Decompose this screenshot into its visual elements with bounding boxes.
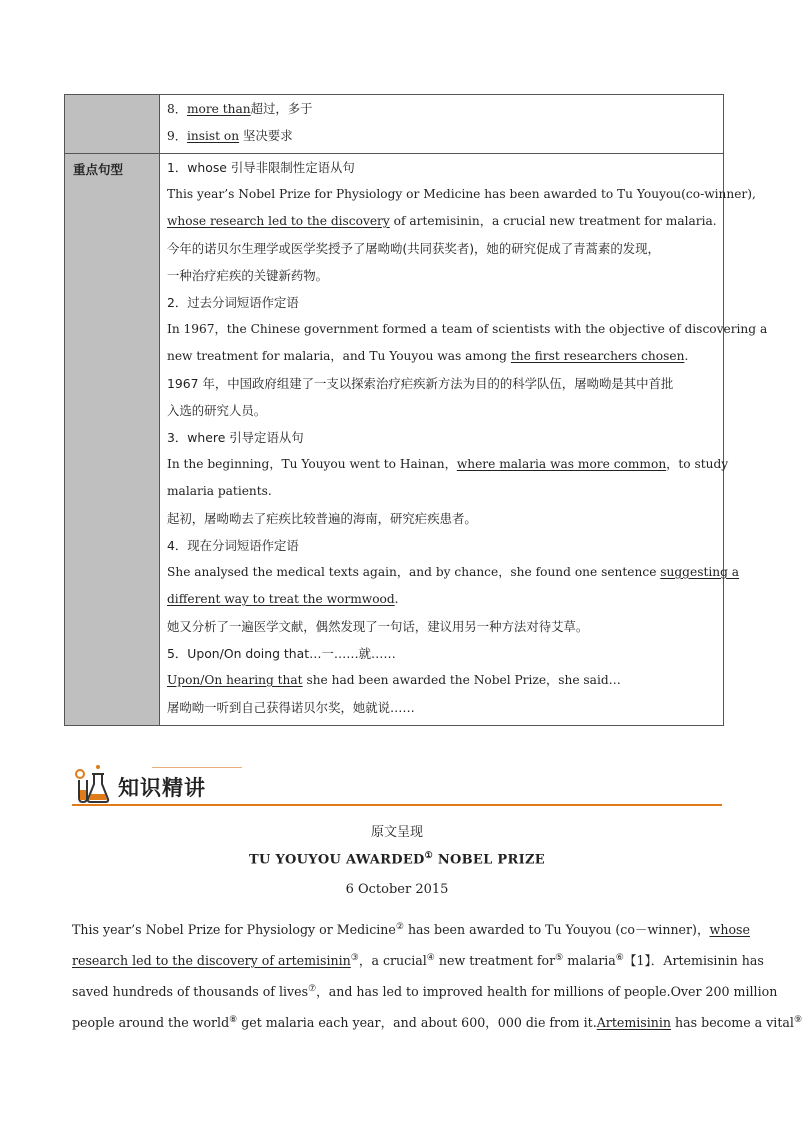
sentences-content-cell [160,154,768,726]
vocab-item-9: 9．insist on 坚决要求 [167,128,293,143]
article-label: 原文呈现 [370,825,423,840]
phrase-insist-on: insist on [186,129,240,143]
article-line-4: people around the world⑧ get malaria each year，and about 600，000 die from it.Artemisinin has become a vital⑨ [72,1015,802,1031]
sentence-2-cn-line-2: 入选的研究人员。 [167,403,267,418]
header-accent-line [152,767,242,768]
science-flask-icon [72,762,112,804]
vocab-item-8: 8．more than超过，多于 [167,101,313,116]
sentence-1-en-line-2: whose research led to the discovery of artemisinin，a crucial new treatment for malaria. [167,214,717,228]
sentence-4-heading: 4．现在分词短语作定语 [167,538,299,553]
article-line-2: research led to the discovery of artemisinin③，a crucial④ new treatment for⑤ malaria⑥【1】．Artemisinin has [72,953,764,969]
phrase-more-than: more than [186,102,251,116]
vocab-label-cell [65,95,160,154]
sentence-3-en-line-1: In the beginning，Tu Youyou went to Hainan，where malaria was more common，to study [167,457,729,471]
sentence-1-cn-line-1: 今年的诺贝尔生理学或医学奖授予了屠呦呦(共同获奖者)，她的研究促成了青蒿素的发现， [167,241,660,256]
vocab-row [65,95,724,154]
sentence-4-en-line-2: different way to treat the wormwood. [167,592,399,606]
article-paragraph [72,912,802,1036]
sentence-4-cn-line-1: 她又分析了一遍医学文献，偶然发现了一句话，建议用另一种方法对待艾草。 [167,619,589,634]
article-line-3: saved hundreds of thousands of lives⑦，and has led to improved health for millions of people.Over 200 million [72,984,778,1000]
sentence-3-heading: 3．where 引导定语从句 [167,430,304,445]
sentence-2-cn-line-1: 1967 年，中国政府组建了一支以探索治疗疟疾新方法为目的的科学队伍，屠呦呦是其中首批 [167,376,674,391]
sentence-3-cn-line-1: 起初，屠呦呦去了疟疾比较普遍的海南，研究疟疾患者。 [167,511,477,526]
sentence-2-heading: 2．过去分词短语作定语 [167,295,299,310]
sentence-3-en-line-2: malaria patients. [167,484,272,498]
section-title: 知识精讲 [118,776,206,800]
sentence-5-en-line-1: Upon/On hearing that she had been awarded the Nobel Prize，she said… [167,673,621,687]
sentence-1-cn-line-2: 一种治疗疟疾的关键新药物。 [167,268,329,283]
sentence-4-en-line-1: She analysed the medical texts again，and by chance，she found one sentence suggesting a [167,565,740,579]
article-date: 6 October 2015 [345,882,449,897]
sentence-5-heading: 5．Upon/On doing that…一……就…… [167,646,396,661]
article-line-1: This year’s Nobel Prize for Physiology or Medicine② has been awarded to Tu Youyou (co－winner)，whose [72,922,750,938]
sentence-1-heading: 1．whose 引导非限制性定语从句 [167,160,355,175]
sentence-5-cn-line-1: 屠呦呦一听到自己获得诺贝尔奖，她就说…… [167,700,415,715]
sentences-label: 重点句型 [65,154,160,726]
sentences-row [65,154,724,726]
sentence-1-en-line-1: This year’s Nobel Prize for Physiology or Medicine has been awarded to Tu Youyou(co-winner), [167,187,756,201]
sentence-2-en-line-1: In 1967，the Chinese government formed a team of scientists with the objective of discovering a [167,322,768,336]
key-points-table [64,94,768,726]
vocab-content-cell [160,95,724,154]
article-title: TU YOUYOU AWARDED① NOBEL PRIZE [249,851,545,868]
header-divider [72,804,722,806]
section-header [72,762,722,806]
sentence-2-en-line-2: new treatment for malaria，and Tu Youyou was among the first researchers chosen. [167,349,689,363]
